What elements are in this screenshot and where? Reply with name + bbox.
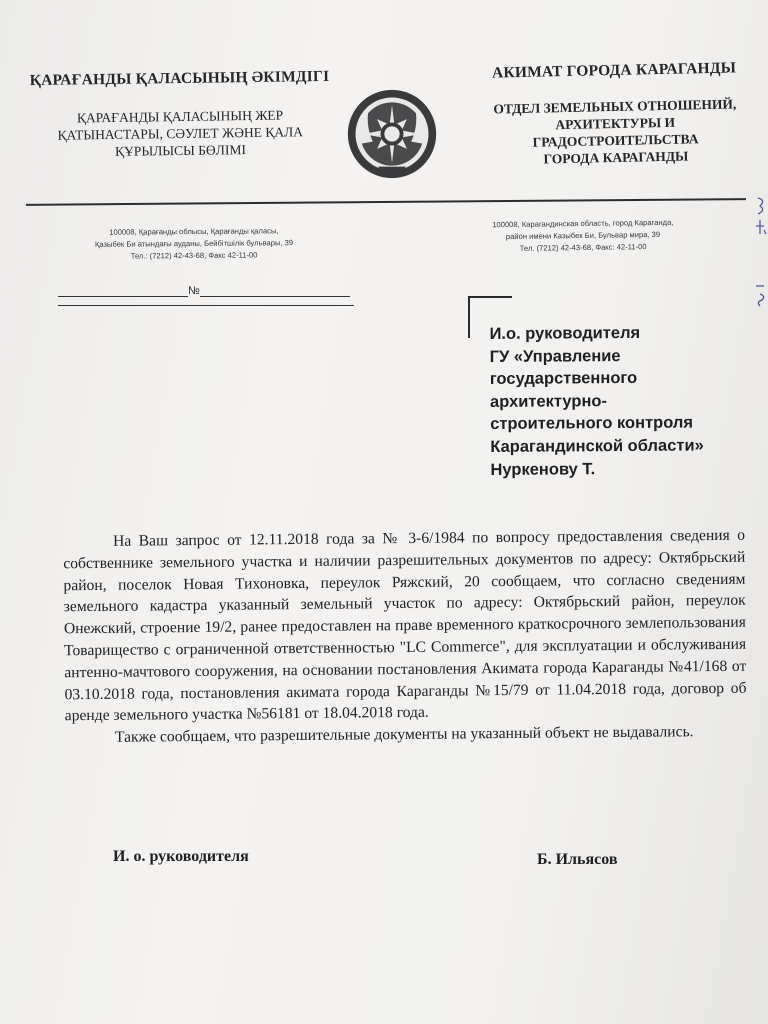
- letterhead-dept-line: ҚҰРЫЛЫСЫ БӨЛІМІ: [115, 142, 246, 159]
- address-line: Тел. (7212) 42-43-68, Факс: 42-11-00: [519, 242, 647, 253]
- addressee-line: И.о. руководителя: [489, 323, 641, 343]
- reference-date-blank: [58, 284, 188, 297]
- letterhead-org-kazakh: ҚАРАҒАНДЫ ҚАЛАСЫНЫҢ ӘКІМДІГІ: [29, 67, 330, 90]
- letterhead-dept-line: ОТДЕЛ ЗЕМЕЛЬНЫХ ОТНОШЕНИЙ,: [493, 96, 737, 117]
- address-russian: [478, 217, 688, 256]
- address-line: район имени Казыбек Би, Бульвар мира, 39: [505, 229, 661, 242]
- address-kazakh: [74, 225, 314, 263]
- letterhead-dept-line: ГРАДОСТРОИТЕЛЬСТВА: [532, 131, 699, 150]
- signatory-title: И. о. руководителя: [113, 848, 249, 865]
- letterhead-russian: [469, 59, 761, 169]
- state-emblem-icon: [344, 86, 440, 182]
- signatory-name: Б. Ильясов: [537, 851, 618, 868]
- address-line: 100008, Карагандинская область, город Караганда,: [492, 217, 674, 230]
- addressee-line: ГУ «Управление: [489, 346, 621, 366]
- addressee-block: [489, 321, 760, 481]
- address-line: Тел.: (7212) 42-43-68, Факс 42-11-00: [130, 250, 258, 261]
- letterhead-dept-kazakh: [20, 106, 341, 161]
- address-line: Қазыбек Би атындағы ауданы, Бейбітшілік бульвары, 39: [94, 238, 294, 249]
- outgoing-reference: [58, 284, 350, 297]
- addressee-line: государственного: [489, 369, 638, 389]
- reference-number-sign: №: [188, 285, 200, 297]
- address-line: 100008, Қарағанды облысы, Қарағанды қаласы,: [109, 226, 279, 237]
- reference-second-line: [58, 305, 354, 306]
- letter-body: [63, 525, 747, 750]
- letterhead-dept-line: ҚАТЫНАСТАРЫ, СӘУЛЕТ ЖӘНЕ ҚАЛА: [57, 124, 304, 143]
- addressee-line: Карагандинской области»: [490, 436, 704, 456]
- addressee-line: Нуркенову Т.: [490, 459, 596, 479]
- letterhead-kazakh: [19, 68, 340, 161]
- letterhead-dept-line: ГОРОДА КАРАГАНДЫ: [543, 148, 689, 167]
- addressee-line: строительного контроля: [490, 413, 694, 434]
- letterhead-dept-line: ҚАРАҒАНДЫ ҚАЛАСЫНЫҢ ЖЕР: [76, 107, 284, 126]
- body-paragraph: Также сообщаем, что разрешительные документы на указанный объект не выдавались.: [114, 723, 694, 746]
- letterhead-dept-russian: [470, 95, 761, 169]
- addressee-line: архитектурно-: [489, 391, 608, 411]
- letterhead-dept-line: АРХИТЕКТУРЫ И: [555, 114, 676, 133]
- margin-handwriting-marks: [752, 190, 768, 310]
- letterhead-org-russian: АКИМАТ ГОРОДА КАРАГАНДЫ: [491, 59, 737, 82]
- letterhead-divider: [26, 198, 746, 206]
- reference-number-blank: [200, 284, 350, 297]
- body-paragraph: На Ваш запрос от 12.11.2018 года за № 3-6/1984 по вопросу предоставления сведения о собственнике земельного участка и наличии разрешительных документов по адресу: Октябрьский район, поселок Новая Тихоновка, переулок Ряжский, 20 сообщаем, что согласно сведениям земельного кадастра указанный земельный участок по адресу: Октябрьский район, переулок Онежский, строение 19/2, ранее предоставлен на праве временного краткосрочного землепользования Товарищество с ограниченной ответственностью "LC Commerce", для эксплуатации и обслуживания антенно-мачтового сооружения, на основании постановления Акимата города Караганды №41/168 от 03.10.2018 года, постановления акимата города Караганды №15/79 от 11.04.2018 года, договор об аренде земельного участка №56181 от 18.04.2018 года.: [63, 526, 747, 725]
